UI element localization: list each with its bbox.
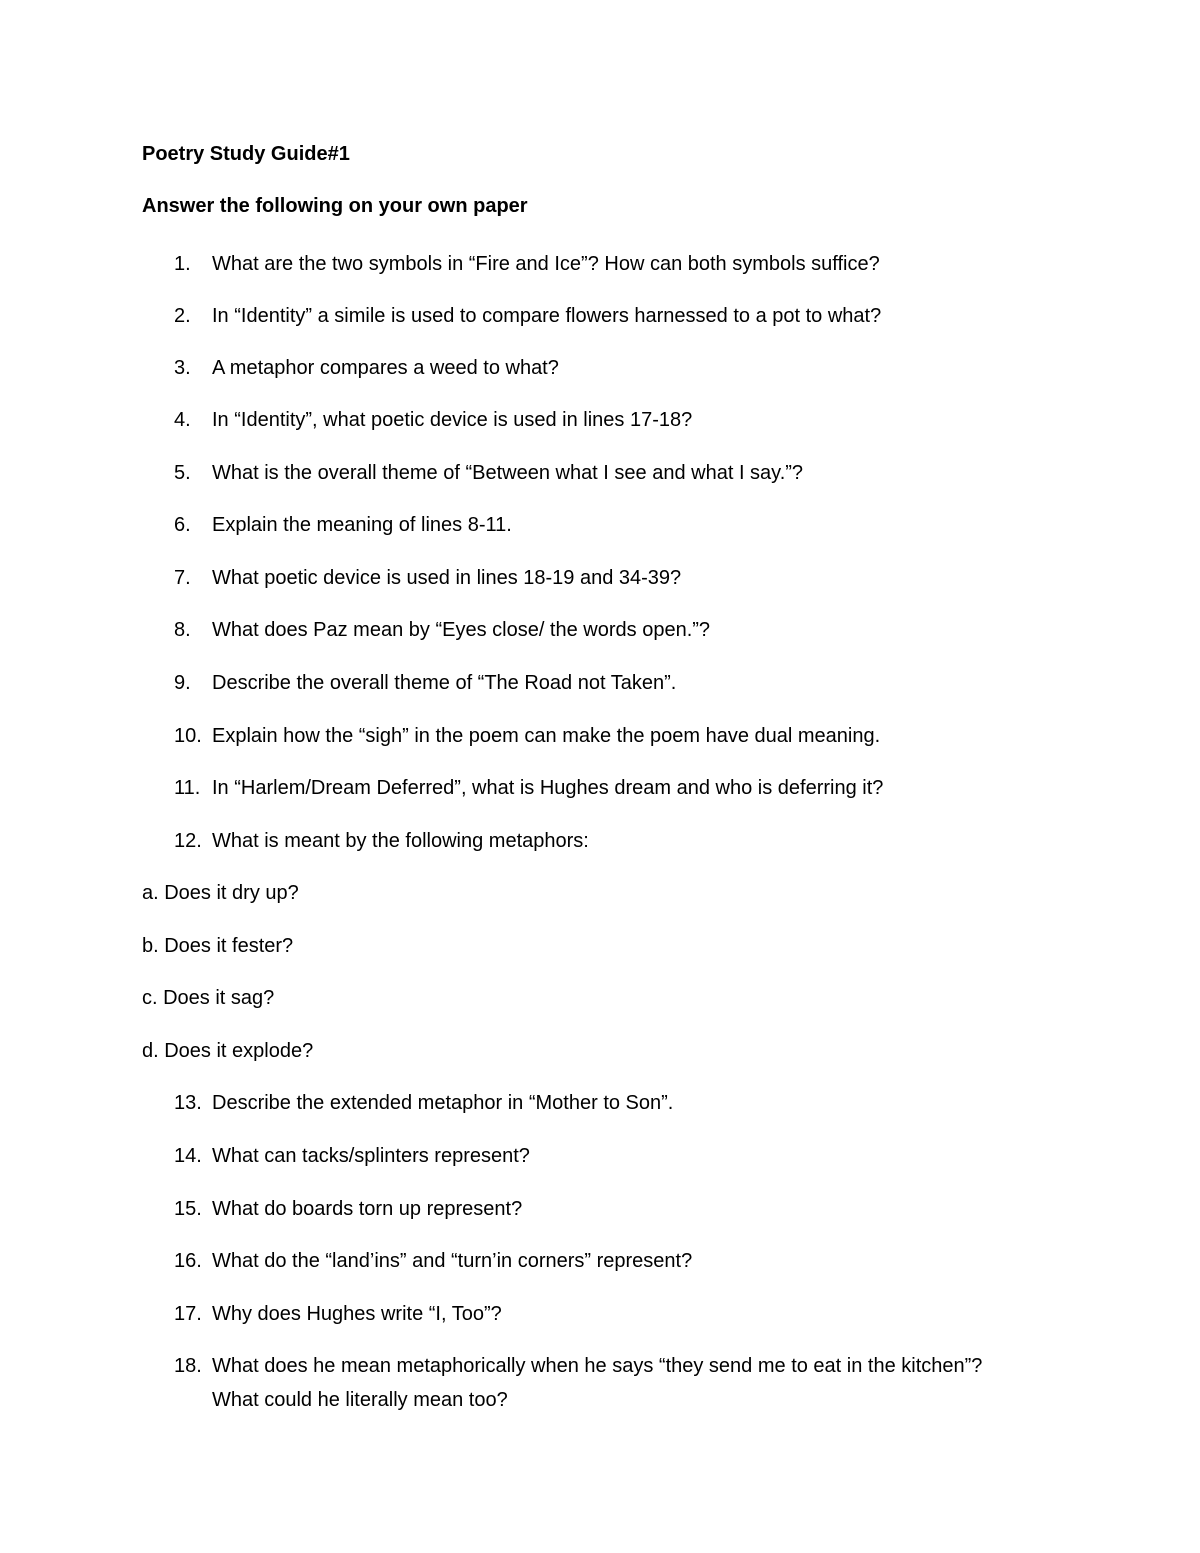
question-number: 15. <box>174 1198 202 1220</box>
question-item <box>174 671 676 695</box>
question-item <box>174 1249 692 1273</box>
question-text: In “Harlem/Dream Deferred”, what is Hughes dream and who is deferring it? <box>212 777 884 799</box>
question-text: What is the overall theme of “Between what I see and what I say.”? <box>212 462 804 484</box>
question-number: 6. <box>174 514 191 536</box>
question-number: 10. <box>174 725 202 747</box>
question-number: 2. <box>174 305 191 327</box>
question-item <box>174 356 559 380</box>
question-item <box>174 304 881 328</box>
question-item <box>174 1144 530 1168</box>
question-text: Describe the overall theme of “The Road not Taken”. <box>212 672 677 694</box>
question-number: 16. <box>174 1250 202 1272</box>
document-title: Poetry Study Guide#1 <box>142 143 350 165</box>
question-text: In “Identity”, what poetic device is used in lines 17-18? <box>212 409 693 431</box>
question-number: 7. <box>174 567 191 589</box>
sub-item: c. Does it sag? <box>142 987 275 1009</box>
question-item <box>174 776 883 800</box>
question-text: What poetic device is used in lines 18-19 and 34-39? <box>212 567 682 589</box>
question-number: 11. <box>174 777 201 799</box>
question-text: What can tacks/splinters represent? <box>212 1145 530 1167</box>
question-number: 8. <box>174 619 191 641</box>
question-text: Describe the extended metaphor in “Mother to Son”. <box>212 1092 674 1114</box>
question-number: 17. <box>174 1303 202 1325</box>
question-item <box>174 618 710 642</box>
question-text: Explain how the “sigh” in the poem can make the poem have dual meaning. <box>212 725 881 747</box>
question-number: 3. <box>174 357 191 379</box>
question-item <box>174 1302 502 1326</box>
question-text: What do boards torn up represent? <box>212 1198 523 1220</box>
question-item <box>174 1197 522 1221</box>
question-text: What do the “land’ins” and “turn’in corners” represent? <box>212 1250 693 1272</box>
question-item <box>174 461 803 485</box>
question-item <box>174 566 681 590</box>
question-text: In “Identity” a simile is used to compare flowers harnessed to a pot to what? <box>212 305 882 327</box>
question-number: 5. <box>174 462 191 484</box>
question-text: Explain the meaning of lines 8-11. <box>212 514 512 536</box>
question-item <box>174 1354 982 1412</box>
question-item <box>174 724 880 748</box>
question-text: A metaphor compares a weed to what? <box>212 357 559 379</box>
question-number: 18. <box>174 1355 202 1377</box>
question-number: 4. <box>174 409 191 431</box>
question-item <box>174 513 512 537</box>
question-text: What does he mean metaphorically when he says “they send me to eat in the kitchen”? <box>212 1355 983 1377</box>
sub-item: b. Does it fester? <box>142 935 294 957</box>
question-item <box>174 252 880 276</box>
question-item <box>174 829 589 853</box>
question-item <box>174 408 692 432</box>
document-instructions: Answer the following on your own paper <box>142 195 528 217</box>
question-number: 12. <box>174 830 202 852</box>
question-item <box>174 1091 673 1115</box>
question-text: What is meant by the following metaphors: <box>212 830 589 852</box>
question-text-continuation: What could he literally mean too? <box>212 1389 508 1411</box>
question-text: Why does Hughes write “I, Too”? <box>212 1303 502 1325</box>
question-text: What does Paz mean by “Eyes close/ the words open.”? <box>212 619 711 641</box>
question-text: What are the two symbols in “Fire and Ice”? How can both symbols suffice? <box>212 253 880 275</box>
question-number: 13. <box>174 1092 202 1114</box>
question-number: 9. <box>174 672 191 694</box>
question-number: 14. <box>174 1145 202 1167</box>
question-number: 1. <box>174 253 191 275</box>
sub-item: a. Does it dry up? <box>142 882 299 904</box>
sub-item: d. Does it explode? <box>142 1040 314 1062</box>
